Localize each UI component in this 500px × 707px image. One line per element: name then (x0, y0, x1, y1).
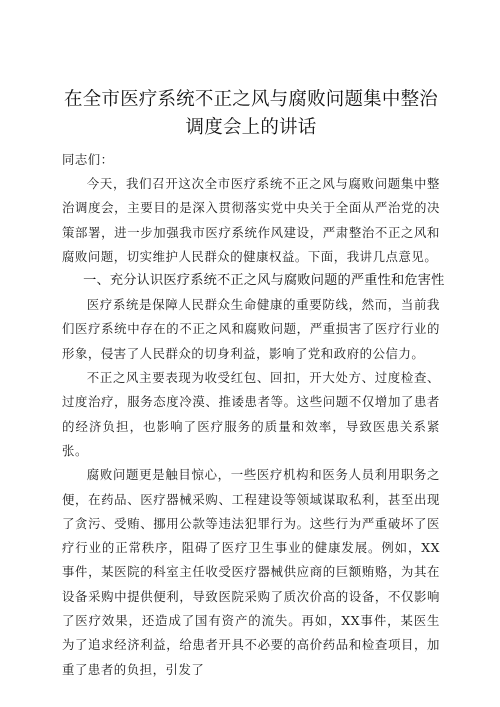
document-page (62, 86, 445, 682)
section-heading-1: 一、充分认识医疗系统不正之风与腐败问题的严重性和危害性 (83, 273, 445, 289)
title-line-1: 在全市医疗系统不正之风与腐败问题集中整治 (63, 89, 438, 110)
body-paragraph-2: 不正之风主要表现为收受红包、回扣，开大处方、过度检查、过度治疗，服务态度冷漠、推诿患者等。这些问题不仅增加了患者的经济负担，也影响了医疗服务的质量和效率，导致医患关系紧张。 (62, 370, 440, 458)
salutation: 同志们： (62, 152, 114, 167)
body-paragraph-1: 医疗系统是保障人民群众生命健康的重要防线，然而，当前我们医疗系统中存在的不正之风和腐败问题，严重损害了医疗行业的形象，侵害了人民群众的切身利益，影响了党和政府的公信力。 (62, 297, 440, 361)
intro-paragraph: 今天，我们召开这次全市医疗系统不正之风与腐败问题集中整治调度会，主要目的是深入贯彻落实党中央关于全面从严治党的决策部署，进一步加强我市医疗系统作风建设，严肃整治不正之风和腐败问题，切实维护人民群众的健康权益。下面，我讲几点意见。 (62, 176, 440, 264)
title-line-2: 调度会上的讲话 (185, 117, 317, 138)
body-paragraph-3: 腐败问题更是触目惊心，一些医疗机构和医务人员利用职务之便，在药品、医疗器械采购、工程建设等领域谋取私利，甚至出现了贪污、受贿、挪用公款等违法犯罪行为。这些行为严重破坏了医疗行业的正常秩序，阻碍了医疗卫生事业的健康发展。例如，XX事件，某医院的科室主任收受医疗器械供应商的巨额贿赂，为其在设备采购中提供便利，导致医院采购了质次价高的设备，不仅影响了医疗效果，还造成了国有资产的流失。再如，XX事件，某医生为了追求经济利益，给患者开具不必要的高价药品和检查项目，加重了患者的负担，引发了 (62, 467, 440, 677)
document-title (62, 86, 440, 142)
